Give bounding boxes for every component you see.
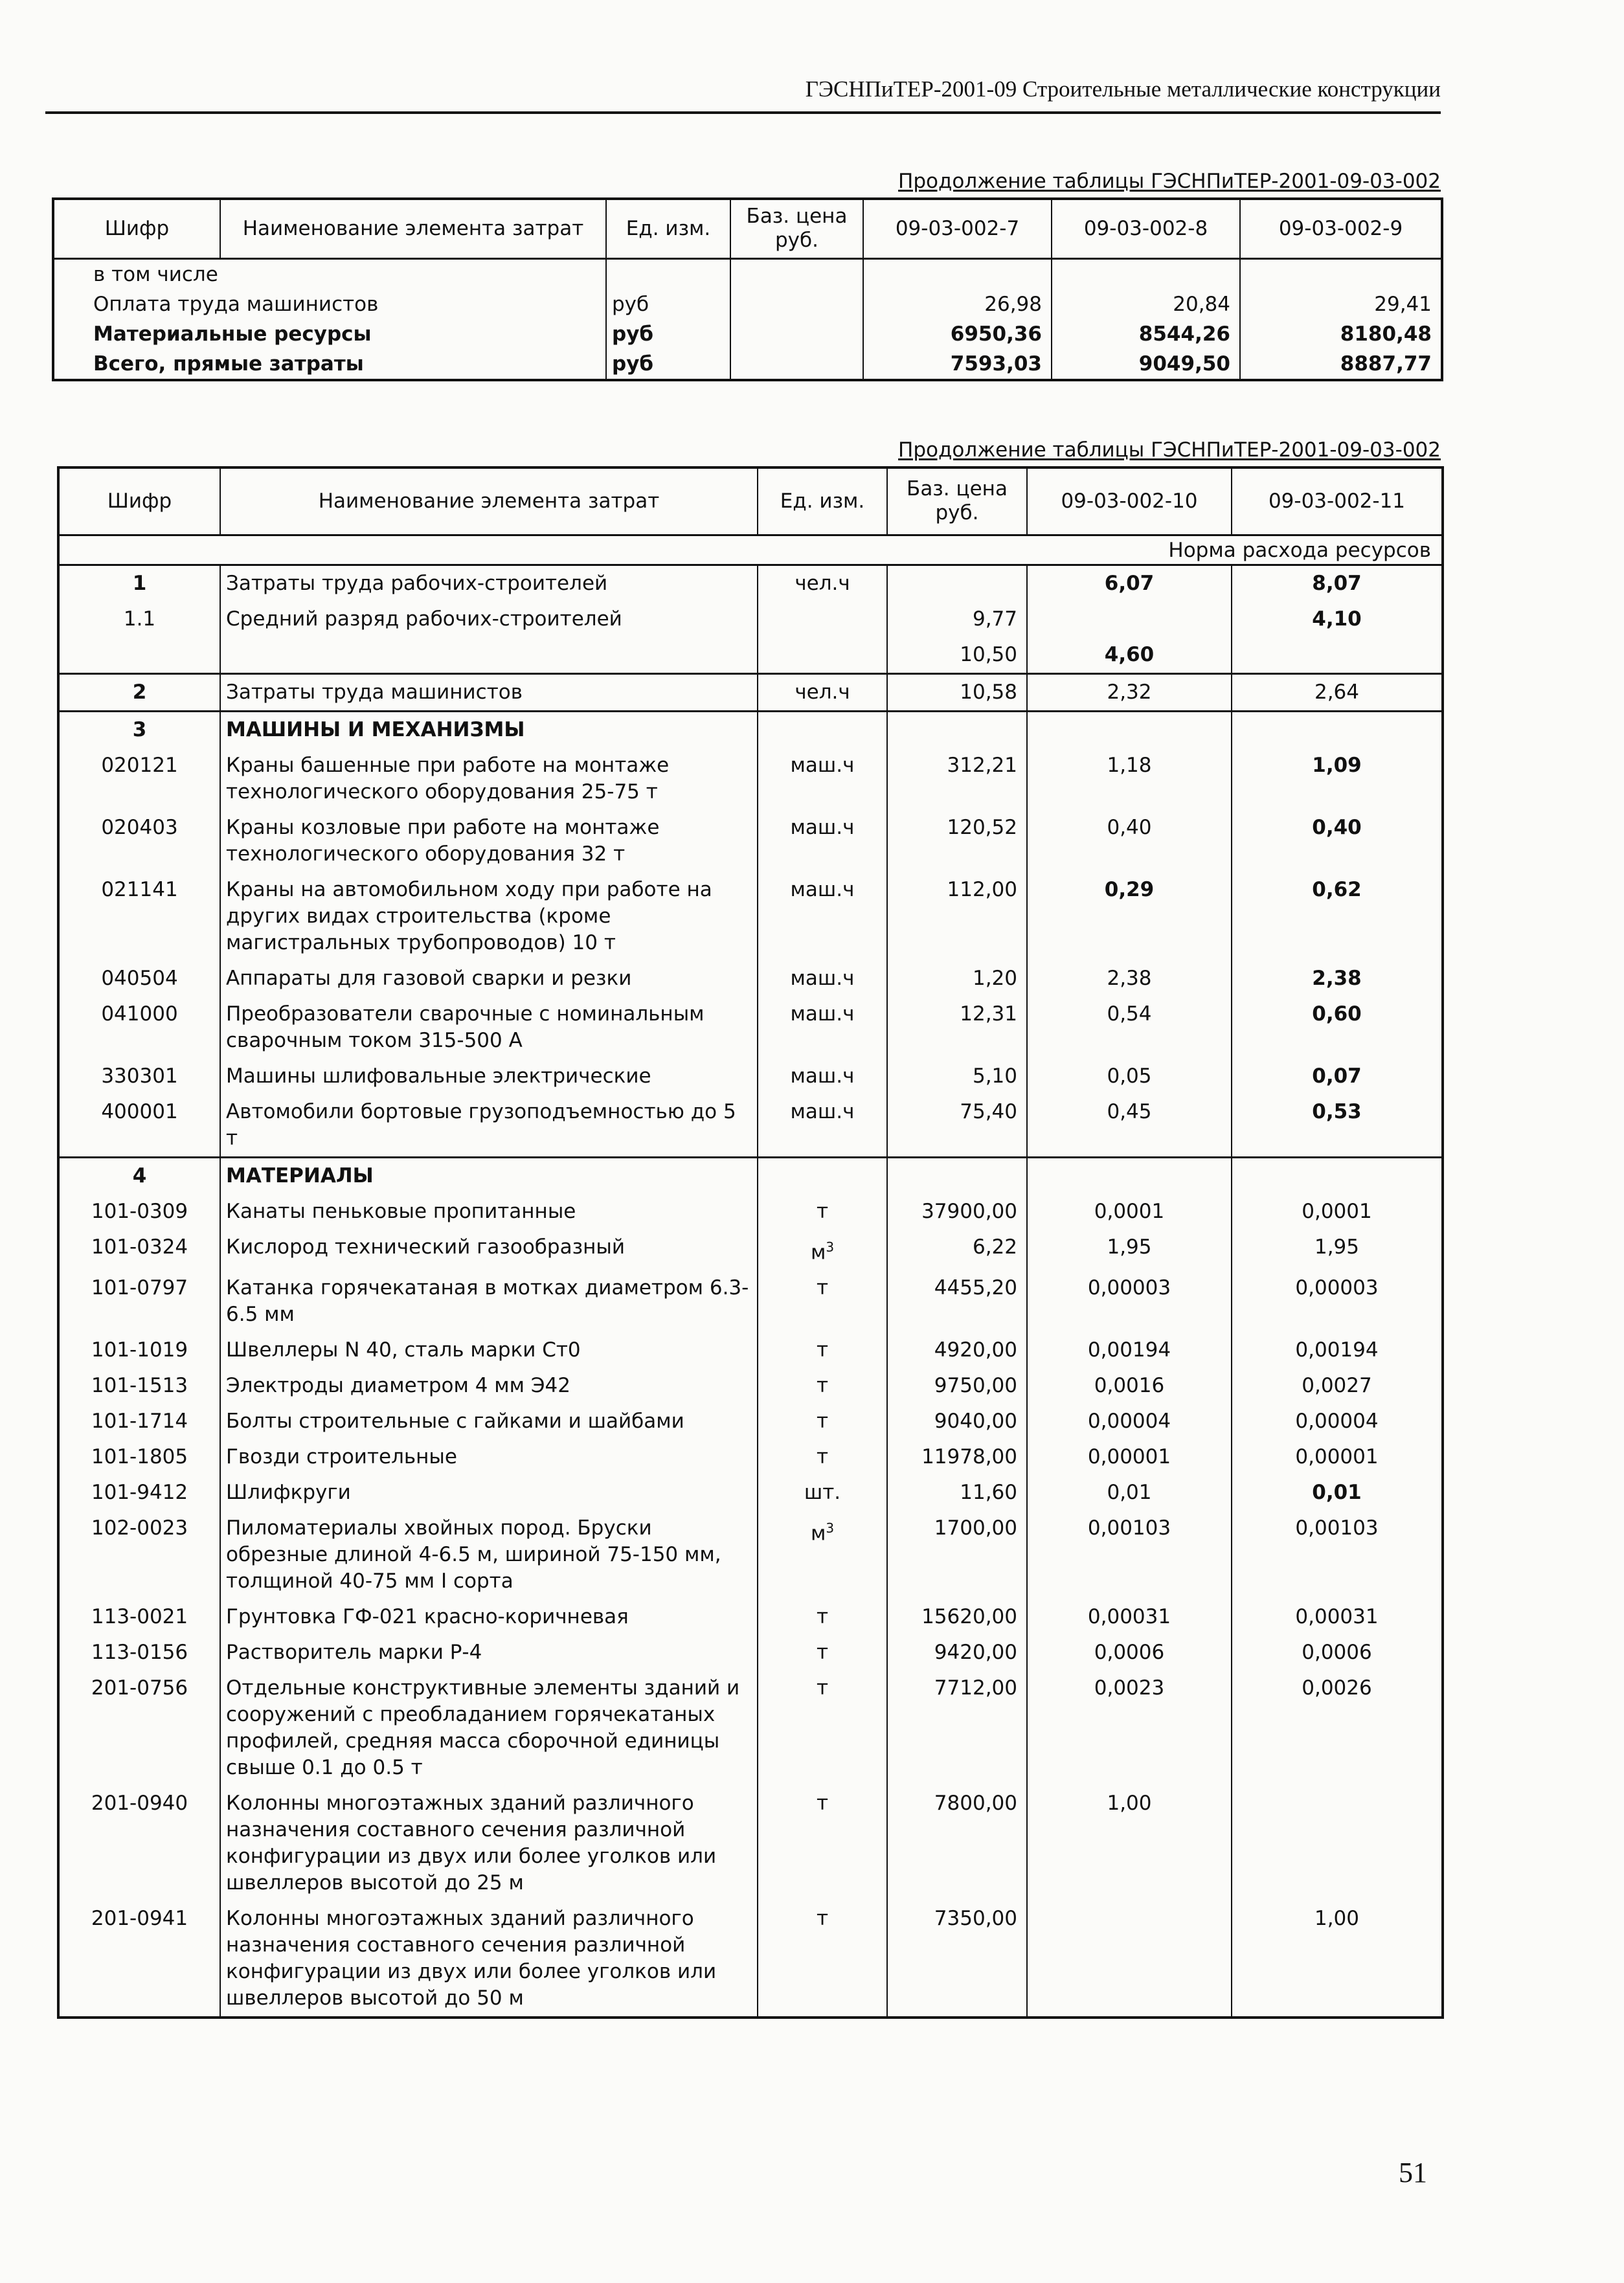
value-cell: 0,0001 <box>1232 1194 1443 1230</box>
unit-text: т <box>816 1373 829 1397</box>
unit-text: т <box>816 1409 829 1433</box>
code-cell: 020403 <box>58 810 220 872</box>
code-cell: 400001 <box>58 1094 220 1158</box>
value-cell: 0,0006 <box>1027 1635 1232 1670</box>
name-cell: Автомобили бортовые грузоподъемностью до 5 т <box>220 1094 758 1158</box>
code-cell: 113-0156 <box>58 1635 220 1670</box>
name-cell: Всего, прямые затраты <box>93 352 364 376</box>
table-row <box>53 349 1442 380</box>
price-cell: 15620,00 <box>887 1599 1027 1635</box>
name-cell: МАШИНЫ И МЕХАНИЗМЫ <box>220 711 758 748</box>
price-cell <box>730 289 863 319</box>
price-cell: 4455,20 <box>887 1270 1027 1333</box>
value-cell: 0,45 <box>1027 1094 1232 1158</box>
name-cell: Пиломатериалы хвойных пород. Бруски обрезные длиной 4-6.5 м, шириной 75-150 мм, толщиной 40-75 мм I сорта <box>220 1511 758 1599</box>
name-cell: Аппараты для газовой сварки и резки <box>220 961 758 996</box>
code-cell: 101-1019 <box>58 1333 220 1368</box>
name-cell: Шлифкруги <box>220 1475 758 1511</box>
table-row <box>58 673 1443 711</box>
value-cell <box>1232 637 1443 674</box>
unit-cell <box>758 1194 887 1230</box>
unit-superscript: 3 <box>826 1239 835 1255</box>
name-cell: Отдельные конструктивные элементы зданий и сооружений с преобладанием горячекатаных профилей, средняя масса сборочной единицы свыше 0.1 до 0.5 т <box>220 1670 758 1786</box>
table-row <box>53 319 1442 349</box>
unit-cell: руб <box>606 349 730 380</box>
unit-cell <box>758 1059 887 1094</box>
name-cell: Средний разряд рабочих-строителей <box>220 602 758 637</box>
name-cell: Краны козловые при работе на монтаже технологического оборудования 32 т <box>220 810 758 872</box>
costs-summary-table <box>52 197 1443 381</box>
value-cell: 0,00103 <box>1232 1511 1443 1599</box>
unit-text: чел.ч <box>795 571 850 595</box>
col-header-name: Наименование элемента затрат <box>220 199 606 258</box>
value-cell: 1,00 <box>1232 1901 1443 2018</box>
value-cell: 0,29 <box>1027 872 1232 961</box>
unit-cell <box>758 1368 887 1404</box>
code-cell: 4 <box>58 1157 220 1194</box>
col-header-v3: 09-03-002-9 <box>1240 199 1442 258</box>
code-cell: 1 <box>58 565 220 602</box>
col-header-unit: Ед. изм. <box>606 199 730 258</box>
price-cell: 1700,00 <box>887 1511 1027 1599</box>
price-cell: 9,77 <box>887 602 1027 637</box>
table2-caption: Продолжение таблицы ГЭСНПиТЕР-2001-09-03-002 <box>898 438 1441 462</box>
value-cell: 0,00004 <box>1232 1404 1443 1439</box>
unit-cell <box>758 810 887 872</box>
col-header-v1: 09-03-002-7 <box>863 199 1052 258</box>
table-row <box>58 1157 1443 1194</box>
table-row <box>58 1333 1443 1368</box>
col-header-code: Шифр <box>53 199 220 258</box>
name-cell: Машины шлифовальные электрические <box>220 1059 758 1094</box>
value-cell <box>1027 711 1232 748</box>
unit-cell: руб <box>606 319 730 349</box>
unit-cell <box>758 711 887 748</box>
price-cell: 7712,00 <box>887 1670 1027 1786</box>
name-cell: в том числе <box>53 258 606 289</box>
code-cell: 101-1805 <box>58 1439 220 1475</box>
unit-text: т <box>816 1338 829 1362</box>
unit-cell <box>758 1599 887 1635</box>
value-cell <box>1027 1157 1232 1194</box>
value-cell: 4,10 <box>1232 602 1443 637</box>
table-row <box>58 1670 1443 1786</box>
code-cell: 101-0797 <box>58 1270 220 1333</box>
code-cell: 101-1513 <box>58 1368 220 1404</box>
unit-cell <box>758 1094 887 1158</box>
name-cell: Затраты труда машинистов <box>220 673 758 711</box>
name-cell: Колонны многоэтажных зданий различного назначения составного сечения различной конфигурации из двух или более уголков или швеллеров высотой до 25 м <box>220 1786 758 1901</box>
name-cell: Материальные ресурсы <box>93 322 372 346</box>
name-cell <box>220 637 758 674</box>
price-cell: 75,40 <box>887 1094 1027 1158</box>
table-row <box>58 602 1443 637</box>
code-cell: 201-0941 <box>58 1901 220 2018</box>
value-cell: 1,95 <box>1232 1230 1443 1270</box>
value-cell: 1,95 <box>1027 1230 1232 1270</box>
unit-text: т <box>816 1640 829 1664</box>
table-row <box>58 1475 1443 1511</box>
price-cell: 9420,00 <box>887 1635 1027 1670</box>
value-cell: 26,98 <box>863 289 1052 319</box>
price-cell: 312,21 <box>887 748 1027 810</box>
unit-text: т <box>816 1906 829 1930</box>
table-row <box>53 289 1442 319</box>
col-header-unit: Ед. изм. <box>758 467 887 535</box>
code-cell: 040504 <box>58 961 220 996</box>
unit-cell <box>758 1901 887 2018</box>
unit-text: т <box>816 1199 829 1223</box>
unit-cell <box>758 565 887 602</box>
code-cell: 201-0756 <box>58 1670 220 1786</box>
price-cell <box>730 349 863 380</box>
name-cell: Колонны многоэтажных зданий различного назначения составного сечения различной конфигурации из двух или более уголков или швеллеров высотой до 50 м <box>220 1901 758 2018</box>
name-cell: Гвозди строительные <box>220 1439 758 1475</box>
unit-cell <box>758 1511 887 1599</box>
unit-text: маш.ч <box>790 1002 855 1026</box>
table-row <box>58 810 1443 872</box>
code-cell: 101-1714 <box>58 1404 220 1439</box>
value-cell: 0,00194 <box>1232 1333 1443 1368</box>
code-cell: 102-0023 <box>58 1511 220 1599</box>
value-cell: 29,41 <box>1240 289 1442 319</box>
value-cell: 0,0001 <box>1027 1194 1232 1230</box>
value-cell: 20,84 <box>1052 289 1240 319</box>
unit-text: чел.ч <box>795 680 850 704</box>
col-header-name: Наименование элемента затрат <box>220 467 758 535</box>
unit-cell <box>758 1270 887 1333</box>
name-cell: Болты строительные с гайками и шайбами <box>220 1404 758 1439</box>
unit-text: шт. <box>804 1480 841 1504</box>
unit-cell <box>758 1635 887 1670</box>
table-row <box>58 1094 1443 1158</box>
value-cell: 6950,36 <box>863 319 1052 349</box>
name-cell: Грунтовка ГФ-021 красно-коричневая <box>220 1599 758 1635</box>
unit-text: маш.ч <box>790 966 855 990</box>
value-cell: 8,07 <box>1232 565 1443 602</box>
unit-cell <box>758 1157 887 1194</box>
name-cell: Швеллеры N 40, сталь марки Ст0 <box>220 1333 758 1368</box>
value-cell: 2,32 <box>1027 673 1232 711</box>
value-cell: 0,00001 <box>1232 1439 1443 1475</box>
price-cell <box>887 565 1027 602</box>
unit-text: т <box>816 1676 829 1700</box>
unit-cell <box>758 673 887 711</box>
table-row <box>58 996 1443 1059</box>
value-cell: 8180,48 <box>1240 319 1442 349</box>
value-cell: 0,00003 <box>1232 1270 1443 1333</box>
unit-text: маш.ч <box>790 815 855 839</box>
value-cell: 4,60 <box>1027 637 1232 674</box>
value-cell: 0,00031 <box>1232 1599 1443 1635</box>
value-cell: 2,38 <box>1027 961 1232 996</box>
unit-cell <box>758 1333 887 1368</box>
unit-cell <box>758 602 887 637</box>
value-cell: 0,40 <box>1232 810 1443 872</box>
table-row <box>58 637 1443 674</box>
price-cell <box>887 1157 1027 1194</box>
code-cell <box>58 637 220 674</box>
price-cell: 7350,00 <box>887 1901 1027 2018</box>
price-cell: 1,20 <box>887 961 1027 996</box>
price-cell: 12,31 <box>887 996 1027 1059</box>
code-cell: 041000 <box>58 996 220 1059</box>
unit-text: м <box>810 1240 826 1264</box>
col-header-v2: 09-03-002-8 <box>1052 199 1240 258</box>
value-cell: 2,38 <box>1232 961 1443 996</box>
unit-cell <box>758 1475 887 1511</box>
value-cell: 0,62 <box>1232 872 1443 961</box>
value-cell: 1,00 <box>1027 1786 1232 1901</box>
name-cell: Электроды диаметром 4 мм Э42 <box>220 1368 758 1404</box>
price-cell <box>887 711 1027 748</box>
value-cell: 1,18 <box>1027 748 1232 810</box>
table-row <box>58 1270 1443 1333</box>
price-cell: 4920,00 <box>887 1333 1027 1368</box>
price-cell: 9040,00 <box>887 1404 1027 1439</box>
value-cell <box>863 258 1052 289</box>
price-cell <box>730 319 863 349</box>
unit-cell <box>758 872 887 961</box>
price-cell: 11978,00 <box>887 1439 1027 1475</box>
table-row <box>58 748 1443 810</box>
value-cell: 0,00103 <box>1027 1511 1232 1599</box>
price-cell: 120,52 <box>887 810 1027 872</box>
name-cell: МАТЕРИАЛЫ <box>220 1157 758 1194</box>
name-cell: Оплата труда машинистов <box>93 292 379 316</box>
table-row <box>58 565 1443 602</box>
value-cell: 8887,77 <box>1240 349 1442 380</box>
code-cell: 020121 <box>58 748 220 810</box>
price-cell: 37900,00 <box>887 1194 1027 1230</box>
value-cell: 0,53 <box>1232 1094 1443 1158</box>
value-cell: 7593,03 <box>863 349 1052 380</box>
code-cell: 101-0309 <box>58 1194 220 1230</box>
unit-cell <box>758 961 887 996</box>
value-cell: 0,00194 <box>1027 1333 1232 1368</box>
unit-cell <box>758 996 887 1059</box>
name-cell: Канаты пеньковые пропитанные <box>220 1194 758 1230</box>
code-cell: 1.1 <box>58 602 220 637</box>
page-number: 51 <box>1399 2157 1427 2188</box>
unit-cell <box>758 748 887 810</box>
unit-text: т <box>816 1276 829 1299</box>
price-cell: 5,10 <box>887 1059 1027 1094</box>
value-cell: 0,54 <box>1027 996 1232 1059</box>
value-cell: 0,0026 <box>1232 1670 1443 1786</box>
name-cell: Затраты труда рабочих-строителей <box>220 565 758 602</box>
value-cell: 0,0027 <box>1232 1368 1443 1404</box>
table-row <box>58 1599 1443 1635</box>
value-cell: 0,0006 <box>1232 1635 1443 1670</box>
value-cell: 0,60 <box>1232 996 1443 1059</box>
name-cell: Катанка горячекатаная в мотках диаметром 6.3-6.5 мм <box>220 1270 758 1333</box>
table-row <box>58 872 1443 961</box>
name-cell: Кислород технический газообразный <box>220 1230 758 1270</box>
name-cell: Краны на автомобильном ходу при работе на других видах строительства (кроме магистральных трубопроводов) 10 т <box>220 872 758 961</box>
table-row <box>58 961 1443 996</box>
price-cell: 6,22 <box>887 1230 1027 1270</box>
unit-text: маш.ч <box>790 1064 855 1088</box>
unit-text: т <box>816 1445 829 1468</box>
resource-norms-table <box>57 466 1444 2019</box>
table1-caption: Продолжение таблицы ГЭСНПиТЕР-2001-09-03-002 <box>898 170 1441 193</box>
table-row <box>58 1511 1443 1599</box>
table-row <box>58 1230 1443 1270</box>
unit-superscript: 3 <box>826 1520 835 1536</box>
value-cell <box>1027 602 1232 637</box>
value-cell <box>1052 258 1240 289</box>
table-row <box>58 1404 1443 1439</box>
table-row <box>58 1368 1443 1404</box>
code-cell: 021141 <box>58 872 220 961</box>
unit-cell <box>758 1439 887 1475</box>
value-cell: 0,40 <box>1027 810 1232 872</box>
unit-cell <box>758 637 887 674</box>
table-row <box>58 1194 1443 1230</box>
running-header: ГЭСНПиТЕР-2001-09 Строительные металлические конструкции <box>45 76 1441 114</box>
unit-text: маш.ч <box>790 877 855 901</box>
table-row <box>58 711 1443 748</box>
name-cell: Растворитель марки Р-4 <box>220 1635 758 1670</box>
value-cell: 0,05 <box>1027 1059 1232 1094</box>
value-cell <box>1232 1157 1443 1194</box>
value-cell <box>1027 1901 1232 2018</box>
value-cell: 1,09 <box>1232 748 1443 810</box>
unit-cell <box>606 258 730 289</box>
unit-cell <box>758 1230 887 1270</box>
code-cell: 2 <box>58 673 220 711</box>
code-cell: 330301 <box>58 1059 220 1094</box>
price-cell: 9750,00 <box>887 1368 1027 1404</box>
price-cell: 7800,00 <box>887 1786 1027 1901</box>
table-row <box>58 1059 1443 1094</box>
price-cell: 11,60 <box>887 1475 1027 1511</box>
value-cell: 0,00031 <box>1027 1599 1232 1635</box>
value-cell: 0,0023 <box>1027 1670 1232 1786</box>
value-cell <box>1240 258 1442 289</box>
value-cell: 2,64 <box>1232 673 1443 711</box>
value-cell: 0,0016 <box>1027 1368 1232 1404</box>
unit-text: т <box>816 1791 829 1815</box>
code-cell: 201-0940 <box>58 1786 220 1901</box>
unit-text: маш.ч <box>790 753 855 777</box>
table-row <box>58 1439 1443 1475</box>
name-cell: Краны башенные при работе на монтаже технологического оборудования 25-75 т <box>220 748 758 810</box>
value-cell: 0,00004 <box>1027 1404 1232 1439</box>
unit-cell <box>758 1786 887 1901</box>
norma-label: Норма расхода ресурсов <box>58 535 1443 565</box>
unit-cell: руб <box>606 289 730 319</box>
value-cell: 9049,50 <box>1052 349 1240 380</box>
col-header-code: Шифр <box>58 467 220 535</box>
value-cell <box>1232 1786 1443 1901</box>
price-cell: 112,00 <box>887 872 1027 961</box>
value-cell <box>1232 711 1443 748</box>
col-header-v2: 09-03-002-11 <box>1232 467 1443 535</box>
price-cell <box>730 258 863 289</box>
price-cell: 10,50 <box>887 637 1027 674</box>
value-cell: 0,00003 <box>1027 1270 1232 1333</box>
value-cell: 8544,26 <box>1052 319 1240 349</box>
table-row <box>58 1786 1443 1901</box>
table-row <box>53 258 1442 289</box>
code-cell: 101-0324 <box>58 1230 220 1270</box>
unit-text: м <box>810 1522 826 1546</box>
table-row <box>58 1635 1443 1670</box>
value-cell: 0,01 <box>1232 1475 1443 1511</box>
table-row <box>58 1901 1443 2018</box>
col-header-v1: 09-03-002-10 <box>1027 467 1232 535</box>
price-cell: 10,58 <box>887 673 1027 711</box>
value-cell: 6,07 <box>1027 565 1232 602</box>
name-cell: Преобразователи сварочные с номинальным сварочным током 315-500 А <box>220 996 758 1059</box>
col-header-price: Баз. цена руб. <box>887 467 1027 535</box>
code-cell: 101-9412 <box>58 1475 220 1511</box>
code-cell: 3 <box>58 711 220 748</box>
unit-text: маш.ч <box>790 1099 855 1123</box>
value-cell: 0,07 <box>1232 1059 1443 1094</box>
value-cell: 0,00001 <box>1027 1439 1232 1475</box>
col-header-price: Баз. цена руб. <box>730 199 863 258</box>
unit-text: т <box>816 1604 829 1628</box>
unit-cell <box>758 1670 887 1786</box>
code-cell: 113-0021 <box>58 1599 220 1635</box>
unit-cell <box>758 1404 887 1439</box>
value-cell: 0,01 <box>1027 1475 1232 1511</box>
